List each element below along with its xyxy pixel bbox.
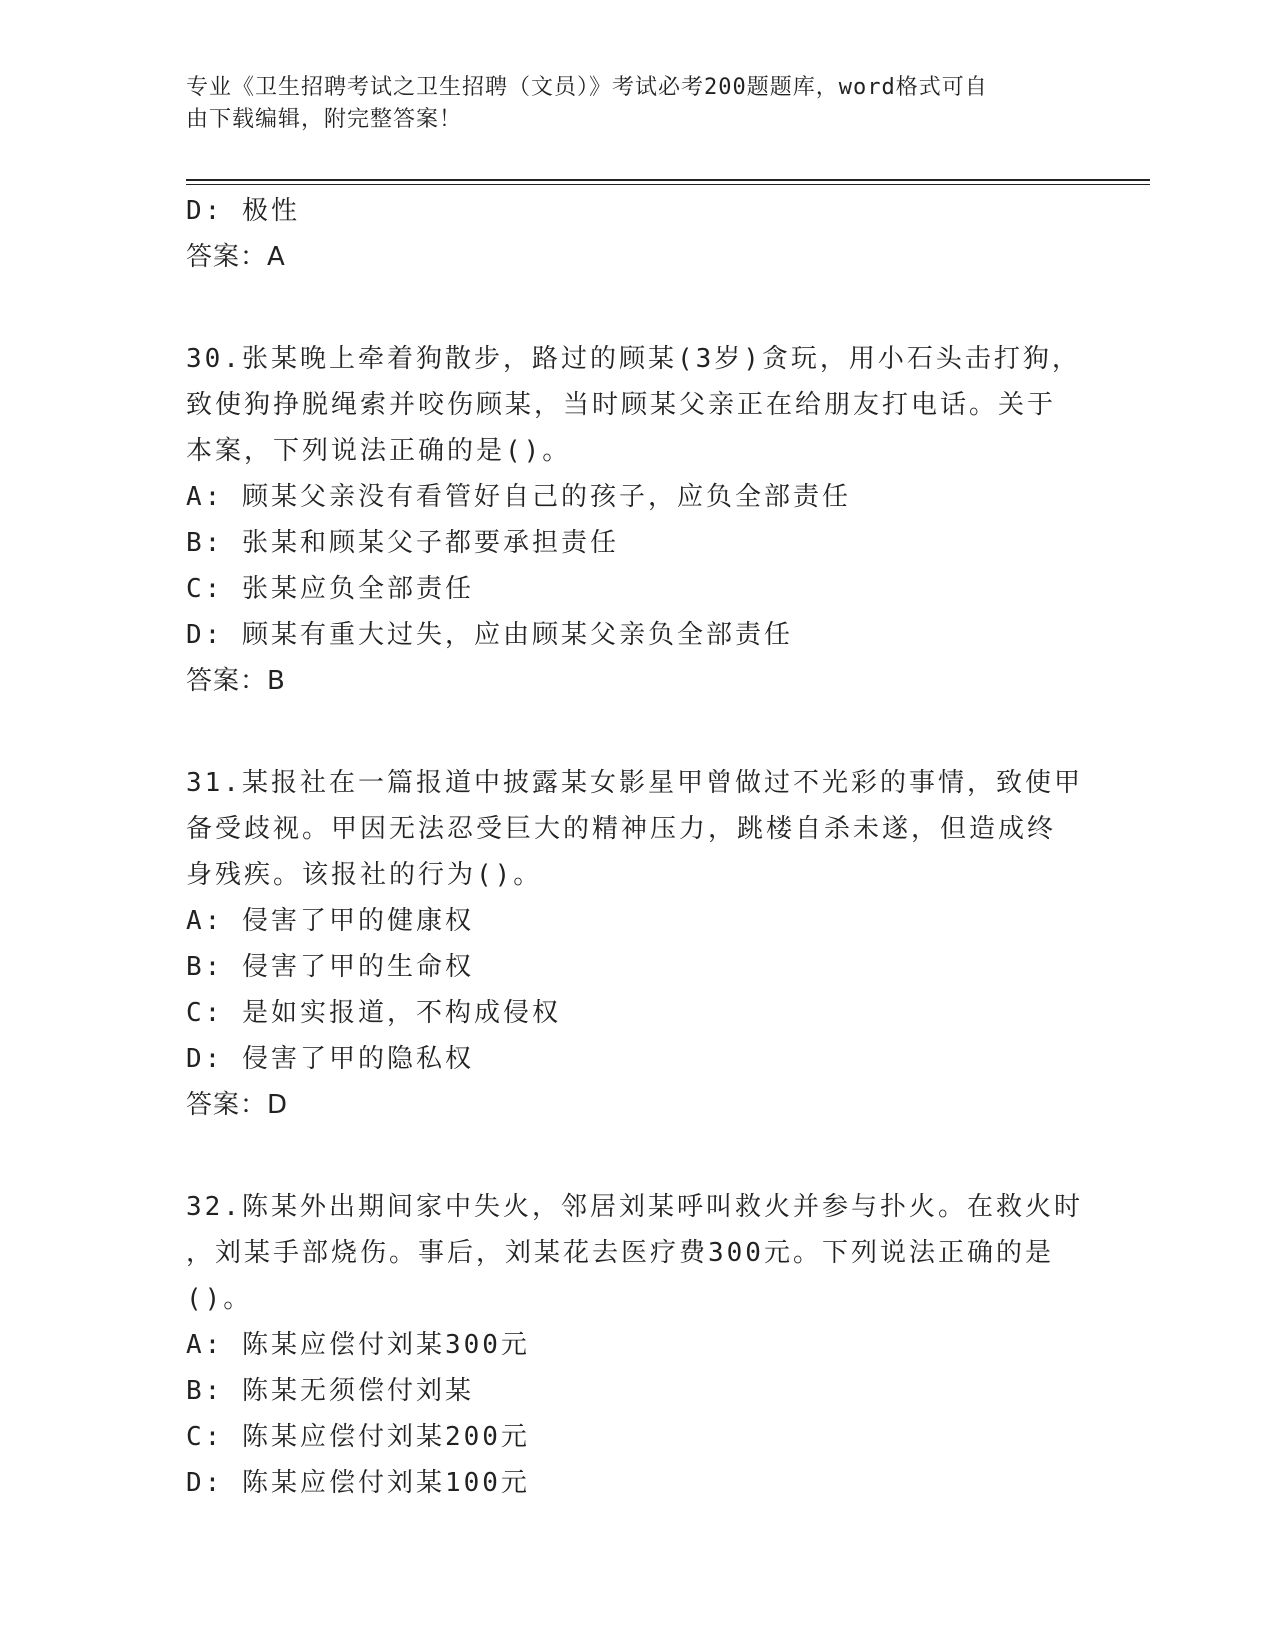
document-body bbox=[186, 188, 1086, 1506]
question-text-line: 32.陈某外出期间家中失火，邻居刘某呼叫救火并参与扑火。在救火时 bbox=[186, 1192, 1083, 1222]
option-b: B: 张某和顾某父子都要承担责任 bbox=[186, 528, 619, 558]
spacer bbox=[186, 280, 1086, 336]
option-d: D: 侵害了甲的隐私权 bbox=[186, 1044, 474, 1074]
question-text-line: 致使狗挣脱绳索并咬伤顾某，当时顾某父亲正在给朋友打电话。关于 bbox=[186, 390, 1057, 420]
answer: 答案：D bbox=[186, 1090, 289, 1120]
question-text-line: 30.张某晚上牵着狗散步，路过的顾某(3岁)贪玩，用小石头击打狗， bbox=[186, 344, 1081, 374]
option-d: D: 顾某有重大过失，应由顾某父亲负全部责任 bbox=[186, 620, 793, 650]
document-header bbox=[186, 72, 1056, 136]
option-a: A: 侵害了甲的健康权 bbox=[186, 906, 474, 936]
spacer bbox=[186, 704, 1086, 760]
question-31 bbox=[186, 760, 1086, 1128]
option-b: B: 陈某无须偿付刘某 bbox=[186, 1376, 474, 1406]
option-b: B: 侵害了甲的生命权 bbox=[186, 952, 474, 982]
question-text-line: ()。 bbox=[186, 1284, 253, 1314]
previous-answer: 答案：A bbox=[186, 242, 286, 272]
question-text-line: 备受歧视。甲因无法忍受巨大的精神压力，跳楼自杀未遂，但造成终 bbox=[186, 814, 1057, 844]
spacer bbox=[186, 1128, 1086, 1184]
question-text-line: 身残疾。该报社的行为()。 bbox=[186, 860, 543, 890]
header-line-1: 专业《卫生招聘考试之卫生招聘（文员）》考试必考200题题库，word格式可自 bbox=[186, 75, 988, 100]
header-divider-thick bbox=[186, 179, 1150, 181]
question-30 bbox=[186, 336, 1086, 704]
question-text-line: 本案，下列说法正确的是()。 bbox=[186, 436, 572, 466]
option-c: C: 是如实报道，不构成侵权 bbox=[186, 998, 561, 1028]
header-divider-thin bbox=[186, 184, 1150, 185]
option-c: C: 陈某应偿付刘某200元 bbox=[186, 1422, 530, 1452]
header-line-2: 由下载编辑，附完整答案！ bbox=[186, 107, 463, 132]
option-d: D: 陈某应偿付刘某100元 bbox=[186, 1468, 530, 1498]
answer: 答案：B bbox=[186, 666, 286, 696]
option-a: A: 陈某应偿付刘某300元 bbox=[186, 1330, 530, 1360]
question-text-line: ，刘某手部烧伤。事后，刘某花去医疗费300元。下列说法正确的是 bbox=[186, 1238, 1054, 1268]
previous-option-d: D: 极性 bbox=[186, 196, 300, 226]
question-32 bbox=[186, 1184, 1086, 1506]
option-a: A: 顾某父亲没有看管好自己的孩子，应负全部责任 bbox=[186, 482, 851, 512]
option-c: C: 张某应负全部责任 bbox=[186, 574, 474, 604]
question-text-line: 31.某报社在一篇报道中披露某女影星甲曾做过不光彩的事情，致使甲 bbox=[186, 768, 1083, 798]
